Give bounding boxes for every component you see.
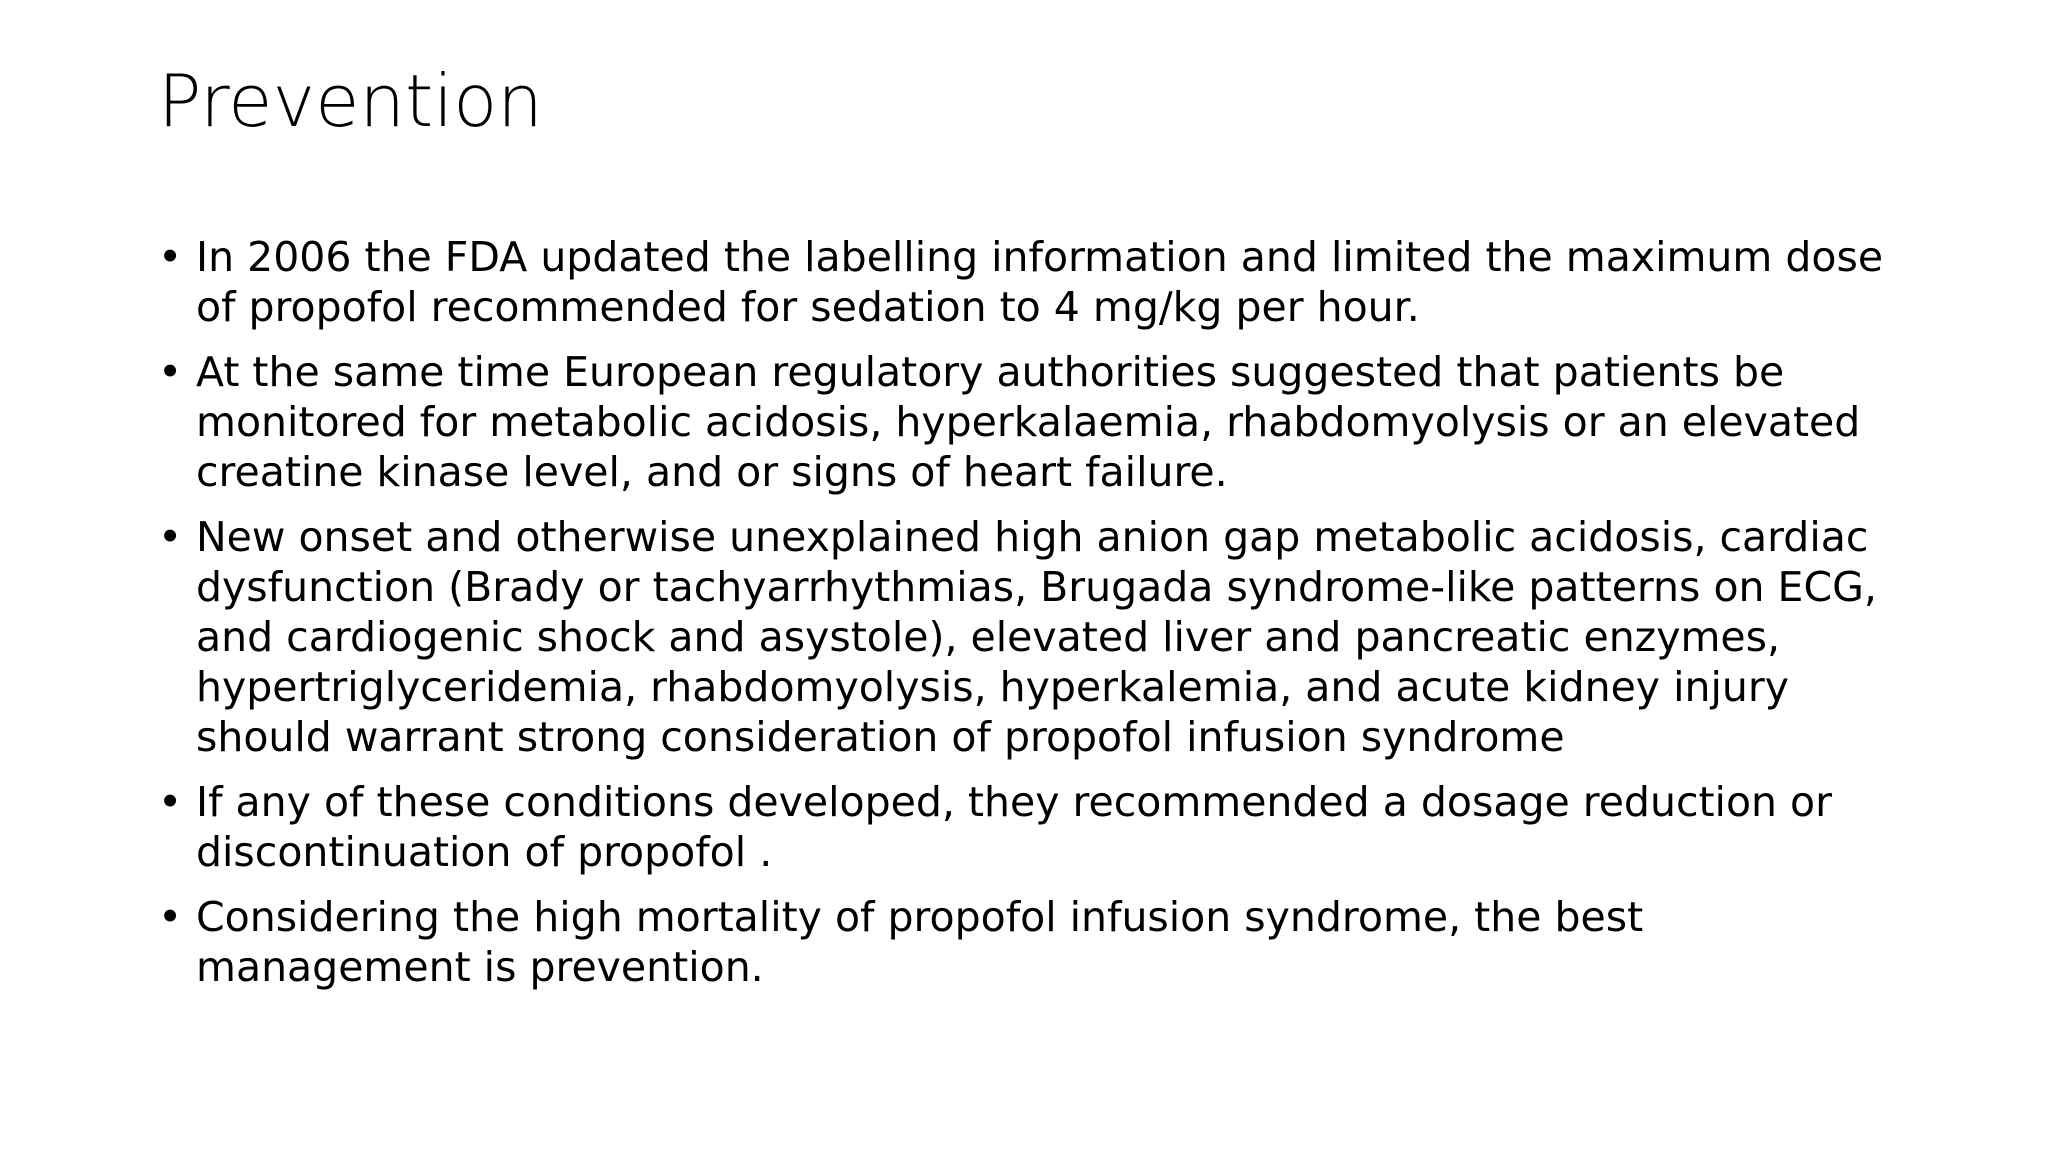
bullet-item (158, 232, 1898, 332)
bullet-text: In 2006 the FDA updated the labelling information and limited the maximum dose of propofol recommended for sedation to 4 mg/kg per hour. (196, 233, 1884, 331)
bullet-icon: • (158, 778, 183, 826)
bullet-text: Considering the high mortality of propofol infusion syndrome, the best management is prevention. (196, 893, 1644, 991)
bullet-item (158, 892, 1898, 992)
slide-title: Prevention (158, 59, 543, 143)
bullet-icon: • (158, 893, 183, 941)
bullet-text: New onset and otherwise unexplained high anion gap metabolic acidosis, cardiac dysfunction (Brady or tachyarrhythmias, Brugada syndrome-like patterns on ECG, and cardiogenic shock and asystole), elevated liver and pancreatic enzymes, hypertriglyceridemia, rhabdomyolysis, hyperkalemia, and acute kidney injury should warrant strong consideration of propofol infusion syndrome (196, 513, 1877, 761)
bullet-item (158, 777, 1898, 877)
bullet-item (158, 512, 1898, 762)
bullet-item (158, 347, 1898, 497)
bullet-text: If any of these conditions developed, they recommended a dosage reduction or discontinuation of propofol . (196, 778, 1832, 876)
bullet-icon: • (158, 513, 183, 561)
bullet-icon: • (158, 233, 183, 281)
bullet-text: At the same time European regulatory authorities suggested that patients be monitored for metabolic acidosis, hyperkalaemia, rhabdomyolysis or an elevated creatine kinase level, and or signs of heart failure. (196, 348, 1861, 496)
bullet-icon: • (158, 348, 183, 396)
bullet-list (158, 232, 1898, 1007)
